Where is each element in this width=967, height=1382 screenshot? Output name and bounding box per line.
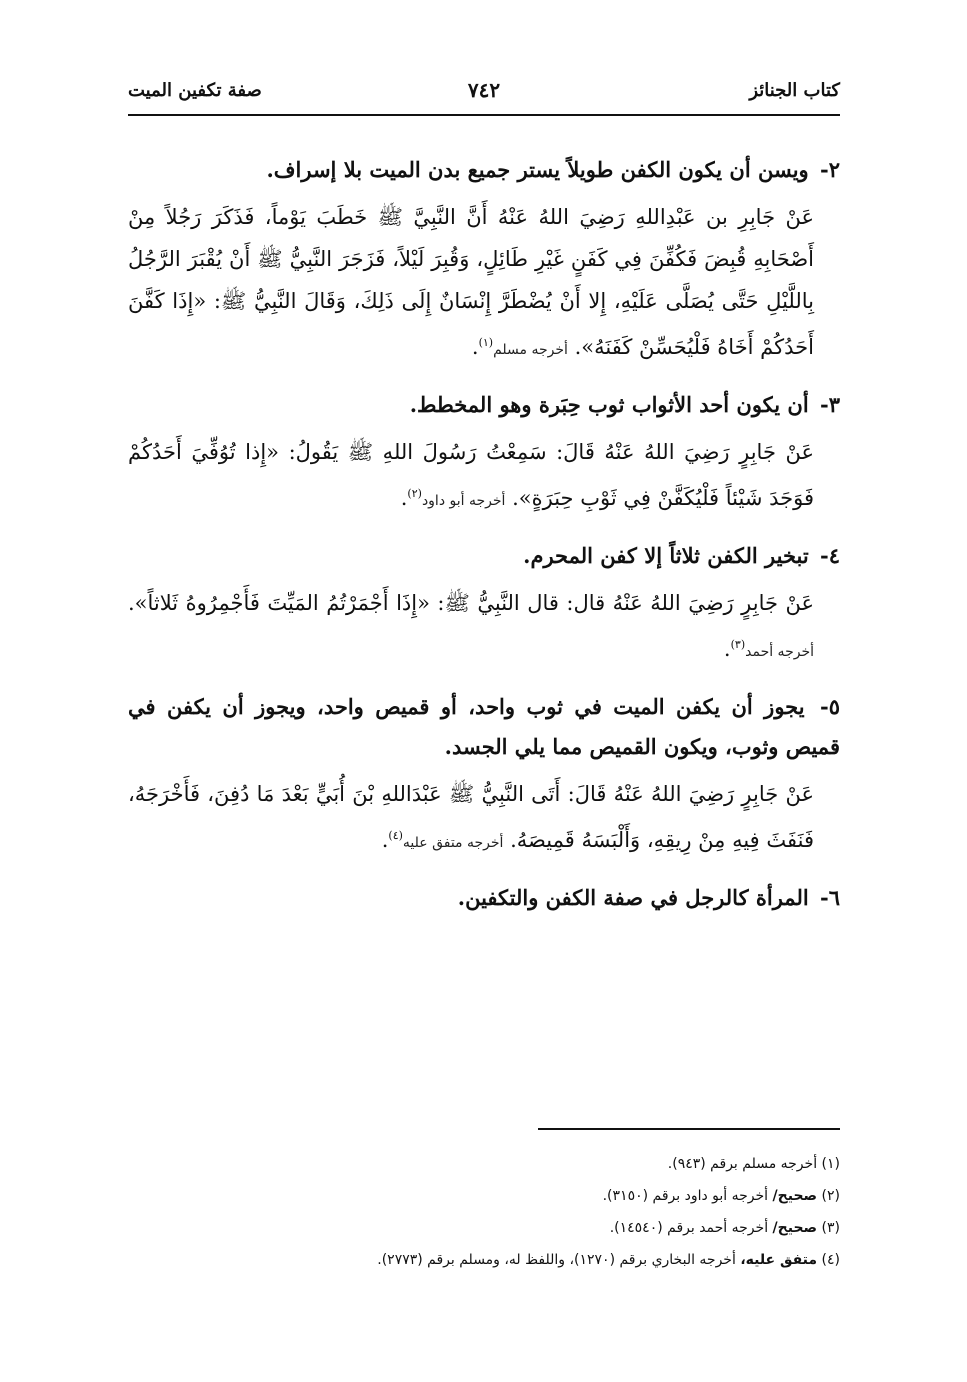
footnote-ref[interactable]: (١) bbox=[478, 336, 494, 349]
footnote-text: أخرجه أحمد برقم (١٤٥٤٠). bbox=[609, 1220, 769, 1236]
section-heading bbox=[128, 150, 840, 190]
hadith-text: عَنْ جَابِرٍ رَضِيَ اللهُ عَنْهُ قال: قال النَّبِيُّ ﷺ: «إِذَا أَجْمَرْتُمُ المَيِّتَ فَأَجْمِرُوهُ ثَلاثاً». أخرجه أحمد$^{(٣)}$. bbox=[128, 591, 814, 661]
header-divider bbox=[128, 114, 840, 116]
hadith-text: عَنْ جَابِرٍ رَضِيَ اللهُ عَنْهُ قَالَ: أَتَى النَّبِيُّ ﷺ عَبْدَاللهِ بْنَ أُبَيٍّ بَعْدَ مَا دُفِنَ، فَأَخْرَجَهُ، فَنَفَثَ فِيهِ مِنْ رِيقِهِ، وَأَلْبَسَهُ قَمِيصَهُ. أخرجه متفق عليه$^{(٤)}$. bbox=[128, 782, 814, 852]
section-heading-text: المرأة كالرجل في صفة الكفن والتكفين. bbox=[457, 885, 809, 910]
section-heading-text: يجوز أن يكفن الميت في ثوب واحد، أو قميص واحد، ويجوز أن يكفن في قميص وثوب، ويكون القميص مما يلي الجسد. bbox=[128, 694, 840, 759]
hadith-body: عَنْ جَابِرٍ رَضِيَ اللهُ عَنْهُ قَالَ: أَتَى النَّبِيُّ ﷺ عَبْدَاللهِ بْنَ أُبَيٍّ بَعْدَ مَا دُفِنَ، فَأَخْرَجَهُ، فَنَفَثَ فِيهِ مِنْ رِيقِهِ، وَأَلْبَسَهُ قَمِيصَهُ. bbox=[128, 782, 814, 852]
footnotes bbox=[128, 1148, 840, 1276]
footnote-grade: صحيح/ bbox=[772, 1188, 818, 1204]
footnote-text: أخرجه أبو داود برقم (٣١٥٠). bbox=[602, 1188, 769, 1204]
page-number: ٧٤٢ bbox=[467, 78, 501, 102]
section-number: ٢- bbox=[820, 157, 840, 182]
hadith-body: عَنْ جَابِرٍ رَضِيَ اللهُ عَنْهُ قَالَ: سَمِعْتُ رَسُولَ اللهِ ﷺ يَقُولُ: «إِذا تُوُفِّيَ أَحَدُكُمْ فَوَجَدَ شَيْئاً فَلْيُكَفَّنْ فِي ثَوْبِ حِبَرَةٍ». bbox=[128, 440, 814, 510]
section-heading bbox=[128, 385, 840, 425]
footnote-text: أخرجه البخاري برقم (١٢٧٠)، واللفظ له، ومسلم برقم (٢٧٧٣). bbox=[377, 1252, 736, 1268]
hadith-text: عَنْ جَابِرِ بن عَبْدِاللهِ رَضِيَ اللهُ عَنْهُ أَنَّ النَّبِيَّ ﷺ خَطَبَ يَوْماً، فَذَكَرَ رَجُلاً مِنْ أَصْحَابِهِ قُبِضَ فَكُفِّنَ فِي كَفَنٍ غَيْرِ طَائِلٍ، وَقُبِرَ لَيْلاً، فَزَجَرَ النَّبِيُّ ﷺ أَنْ يُقْبَرَ الرَّجُلُ بِاللَّيْلِ حَتَّى يُصَلَّى عَلَيْهِ، إِلا أَنْ يُضْطَرَّ إِنْسَانٌ إِلَى ذَلِكَ، وَقَالَ النَّبِيُّ ﷺ: «إِذَا كَفَّنَ أَحَدُكُمْ أَخَاهُ فَلْيُحَسِّنْ كَفَنَهُ». أخرجه مسلم$^{(١)}$. bbox=[128, 205, 814, 359]
section-2 bbox=[128, 150, 840, 371]
section-number: ٤- bbox=[820, 543, 840, 568]
footnote-ref[interactable]: (٤) bbox=[388, 829, 403, 842]
main-content bbox=[128, 150, 840, 924]
section-heading-text: تبخير الكفن ثلاثاً إلا كفن المحرم. bbox=[523, 543, 809, 568]
hadith-text: عَنْ جَابِرٍ رَضِيَ اللهُ عَنْهُ قَالَ: سَمِعْتُ رَسُولَ اللهِ ﷺ يَقُولُ: «إِذا تُوُفِّيَ أَحَدُكُمْ فَوَجَدَ شَيْئاً فَلْيُكَفَّنْ فِي ثَوْبِ حِبَرَةٍ». أخرجه أبو داود$^{(٢)}$. bbox=[128, 440, 814, 510]
hadith-body: عَنْ جَابِرِ بن عَبْدِاللهِ رَضِيَ اللهُ عَنْهُ أَنَّ النَّبِيَّ ﷺ خَطَبَ يَوْماً، فَذَكَرَ رَجُلاً مِنْ أَصْحَابِهِ قُبِضَ فَكُفِّنَ فِي كَفَنٍ غَيْرِ طَائِلٍ، وَقُبِرَ لَيْلاً، فَزَجَرَ النَّبِيُّ ﷺ أَنْ يُقْبَرَ الرَّجُلُ بِاللَّيْلِ حَتَّى يُصَلَّى عَلَيْهِ، إِلا أَنْ يُضْطَرَّ إِنْسَانٌ إِلَى ذَلِكَ، وَقَالَ النَّبِيُّ ﷺ: «إِذَا كَفَّنَ أَحَدُكُمْ أَخَاهُ فَلْيُحَسِّنْ كَفَنَهُ». bbox=[128, 205, 814, 359]
hadith-source: أخرجه متفق عليه bbox=[402, 835, 504, 851]
footnote-4 bbox=[128, 1244, 840, 1276]
book-title: كتاب الجنائز bbox=[749, 80, 840, 101]
hadith-body: عَنْ جَابِرٍ رَضِيَ اللهُ عَنْهُ قال: قال النَّبِيُّ ﷺ: «إِذَا أَجْمَرْتُمُ المَيِّتَ فَأَجْمِرُوهُ ثَلاثاً». bbox=[128, 591, 814, 615]
section-heading bbox=[128, 536, 840, 576]
section-heading bbox=[128, 878, 840, 918]
footnote-number: (١) bbox=[821, 1156, 840, 1172]
footnote-1 bbox=[128, 1148, 840, 1180]
section-5 bbox=[128, 687, 840, 864]
footnote-3 bbox=[128, 1212, 840, 1244]
footnote-2 bbox=[128, 1180, 840, 1212]
section-heading-text: أن يكون أحد الأثواب ثوب حِبَرة وهو المخطط. bbox=[409, 392, 809, 417]
section-heading-text: ويسن أن يكون الكفن طويلاً يستر جميع بدن الميت بلا إسراف. bbox=[266, 157, 809, 182]
section-number: ٣- bbox=[820, 392, 840, 417]
footnote-grade: متفق عليه، bbox=[740, 1252, 818, 1268]
footnote-text: أخرجه مسلم برقم (٩٤٣). bbox=[667, 1156, 818, 1172]
chapter-title: صفة تكفين الميت bbox=[128, 80, 262, 101]
section-6 bbox=[128, 878, 840, 918]
footnote-number: (٢) bbox=[821, 1188, 840, 1204]
hadith-source: أخرجه أحمد bbox=[745, 644, 814, 660]
footnote-number: (٣) bbox=[821, 1220, 840, 1236]
footnote-number: (٤) bbox=[821, 1252, 840, 1268]
section-number: ٦- bbox=[820, 885, 840, 910]
page-header bbox=[128, 70, 840, 112]
footnote-ref[interactable]: (٢) bbox=[407, 487, 422, 500]
footnote-ref[interactable]: (٣) bbox=[730, 638, 746, 651]
footnote-grade: صحيح/ bbox=[772, 1220, 818, 1236]
hadith-source: أخرجه أبو داود bbox=[421, 493, 506, 509]
section-4 bbox=[128, 536, 840, 673]
hadith-source: أخرجه مسلم bbox=[493, 342, 568, 358]
section-heading bbox=[128, 687, 840, 767]
section-number: ٥- bbox=[820, 694, 840, 719]
footnote-divider bbox=[538, 1128, 840, 1130]
section-3 bbox=[128, 385, 840, 522]
